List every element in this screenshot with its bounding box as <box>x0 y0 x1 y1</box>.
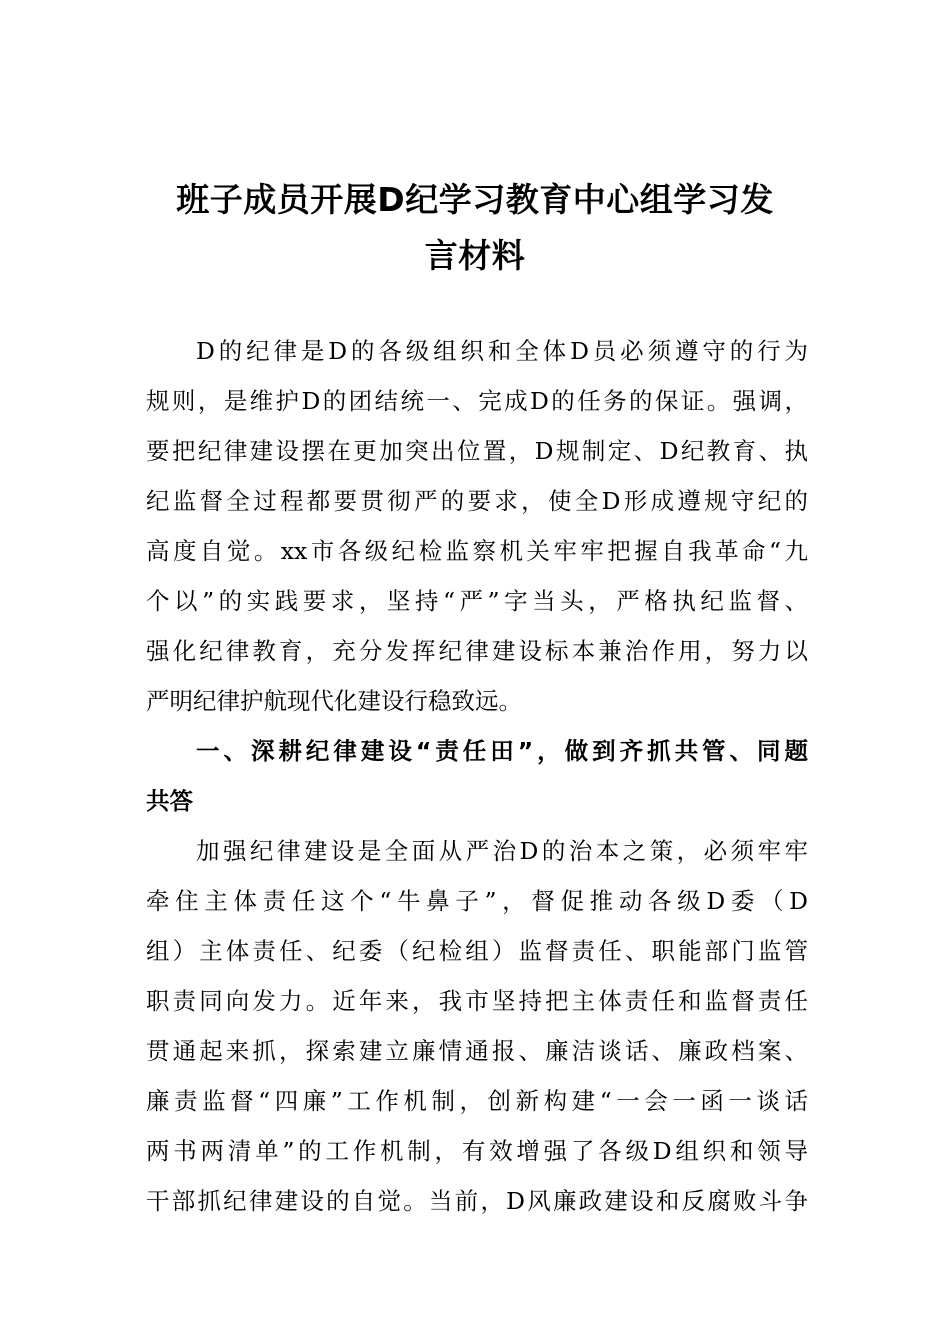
paragraph-line: 廉责监督“四廉”工作机制，创新构建“一会一函一谈话 <box>146 1087 808 1115</box>
paragraph-line: 纪监督全过程都要贯彻严的要求，使全D形成遵规守纪的 <box>146 487 808 515</box>
paragraph-line: 组）主体责任、纪委（纪检组）监督责任、职能部门监管 <box>146 937 808 965</box>
paragraph-line: 职责同向发力。近年来，我市坚持把主体责任和监督责任 <box>146 987 808 1015</box>
paragraph-1 <box>146 326 808 726</box>
paragraph-line: 加强纪律建设是全面从严治D的治本之策，必须牢牢 <box>196 837 808 865</box>
document-body <box>146 326 808 1226</box>
title-line-2: 言材料 <box>424 236 526 275</box>
paragraph-line: 强化纪律教育，充分发挥纪律建设标本兼治作用，努力以 <box>146 637 808 665</box>
paragraph-line: 牵住主体责任这个“牛鼻子”，督促推动各级D委（D <box>146 887 808 915</box>
heading-line: 一、深耕纪律建设“责任田”，做到齐抓共管、同题 <box>196 737 808 765</box>
paragraph-line: D的纪律是D的各级组织和全体D员必须遵守的行为 <box>196 337 808 365</box>
paragraph-line: 干部抓纪律建设的自觉。当前，D风廉政建设和反腐败斗争 <box>146 1187 808 1215</box>
paragraph-line: 贯通起来抓，探索建立廉情通报、廉洁谈话、廉政档案、 <box>146 1037 808 1065</box>
paragraph-2 <box>146 826 808 1226</box>
paragraph-line: 两书两清单”的工作机制，有效增强了各级D组织和领导 <box>146 1137 808 1165</box>
paragraph-line: 规则，是维护D的团结统一、完成D的任务的保证。强调， <box>146 387 808 415</box>
paragraph-line: 严明纪律护航现代化建设行稳致远。 <box>146 687 522 715</box>
title-line-1: 班子成员开展D纪学习教育中心组学习发 <box>176 180 774 219</box>
paragraph-line: 个以”的实践要求，坚持“严”字当头，严格执纪监督、 <box>146 587 808 615</box>
document-title <box>146 172 804 284</box>
paragraph-line: 高度自觉。xx市各级纪检监察机关牢牢把握自我革命“九 <box>146 537 808 565</box>
heading-line: 共答 <box>146 787 193 815</box>
section-heading-1 <box>146 726 808 826</box>
paragraph-line: 要把纪律建设摆在更加突出位置，D规制定、D纪教育、执 <box>146 437 808 465</box>
